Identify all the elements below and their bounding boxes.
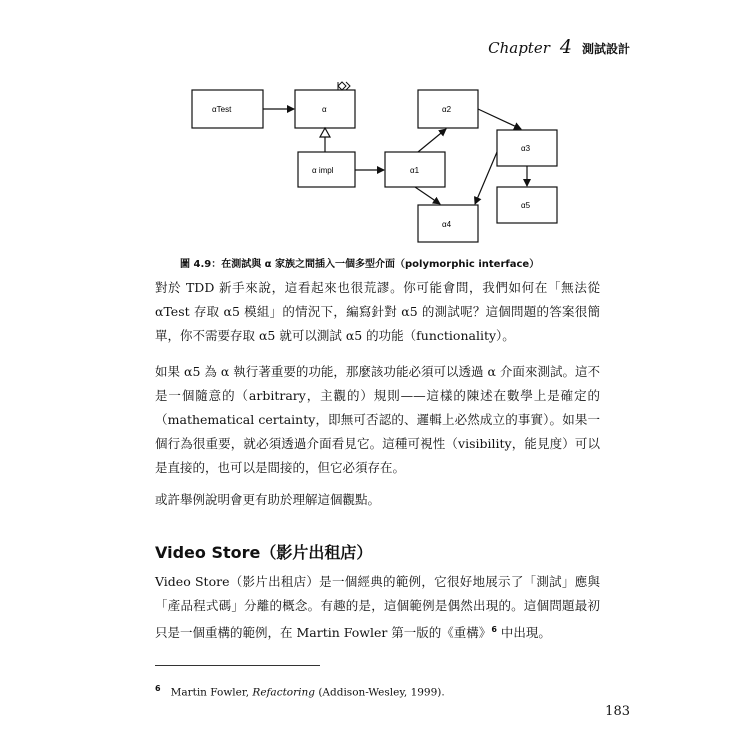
figure-caption: 圖 4.9：在測試與 α 家族之間插入一個多型介面（polymorphic interface）: [180, 259, 540, 270]
edge-a2-to-a3: [478, 109, 521, 129]
page-number: 183: [605, 704, 630, 719]
footnote-book: Refactoring: [252, 686, 315, 699]
footnote-author: Martin Fowler,: [170, 686, 253, 699]
section-paragraph: [155, 570, 600, 645]
node-alpha-label: α: [322, 105, 327, 114]
node-atest-label: αTest: [212, 105, 232, 114]
section-paragraph-text: Video Store（影片出租店）是一個經典的範例，它很好地展示了「測試」應與「產品程式碼」分離的概念。有趣的是，這個範例是偶然出現的。這個問題最初只是一個重構的範例，在 Martin Fowler 第一版的《重構》: [155, 574, 600, 641]
section-heading: Video Store（影片出租店）: [155, 543, 373, 562]
polymorphic-interface-diagram: [0, 0, 750, 250]
node-a2-label: α2: [442, 105, 452, 114]
node-a5-label: α5: [521, 201, 531, 210]
node-a4-label: α4: [442, 220, 452, 229]
edge-a1-to-a2: [418, 129, 446, 152]
composition-diamond: [338, 82, 346, 90]
chapter-number: 4: [559, 36, 572, 58]
footnote-marker: 6: [155, 684, 161, 693]
paragraph-2: 如果 α5 為 α 執行著重要的功能，那麼該功能必須可以透過 α 介面來測試。這不是一個隨意的（arbitrary，主觀的）規則——這樣的陳述在數學上是確定的（mathematical certainty，即無可否認的、邏輯上必然成立的事實）。如果一個行為很重要，就必須透過介面看見它。這種可視性（visibility，能見度）可以是直接的，也可以是間接的，但它必須存在。: [155, 364, 600, 475]
inheritance-triangle: [320, 128, 330, 137]
node-a1-label: α1: [410, 166, 420, 175]
footnote-ref[interactable]: 6: [491, 625, 497, 634]
paragraph-3: 或許舉例說明會更有助於理解這個觀點。: [155, 492, 381, 507]
chapter-title: 測試設計: [581, 42, 630, 56]
node-a3-label: α3: [521, 144, 531, 153]
footnote: [155, 684, 445, 699]
edge-a3-to-a4: [475, 152, 497, 204]
paragraph-1: 對於 TDD 新手來說，這看起來也很荒謬。你可能會問，我們如何在「無法從 αTest 存取 α5 模組」的情況下，編寫針對 α5 的測試呢？這個問題的答案很簡單，你不需要存取 α5 就可以測試 α5 的功能（functionality）。: [155, 280, 600, 343]
footnote-divider: [155, 665, 320, 666]
node-aimpl-label: α impl: [312, 166, 334, 175]
section-paragraph-tail: 中出現。: [496, 625, 551, 641]
edge-a1-to-a4: [415, 187, 440, 204]
footnote-rest: (Addison-Wesley, 1999).: [314, 686, 445, 699]
chapter-word: Chapter: [488, 39, 550, 57]
